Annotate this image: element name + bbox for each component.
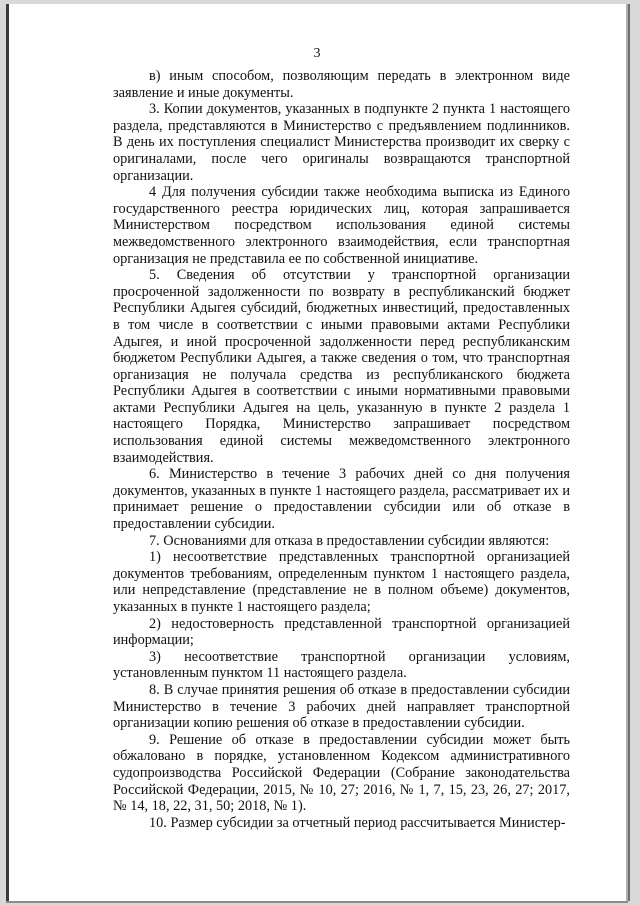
paragraph: 10. Размер субсидии за отчетный период рассчитывается Министер-	[149, 814, 566, 831]
paragraph: 5. Сведения об отсутствии у транспортной организации просроченной задолженности по возврату в республиканский бюджет Республики Адыгея субсидий, бюджетных инвестиций, предоставленных в том числе в соответствии с иными правовыми актами Республики Адыгея, и иной просроченной задолженности перед республиканским бюджетом Республики Адыгея, а также сведения о том, что транспортная организация не получала средства из республиканского бюджета Республики Адыгея в соответствии с иными нормативными правовыми актами Республики Адыгея на цель, указанную в пункте 2 раздела 1 настоящего Порядка, Министерство запрашивает посредством использования единой системы межведомственного электронного взаимодействия.	[113, 267, 570, 466]
paragraph: 8. В случае принятия решения об отказе в предоставлении субсидии Министерство в течение 3 рабочих дней направляет транспортной организации копию решения об отказе в предоставлении субсидии.	[113, 681, 570, 732]
paragraph: 6. Министерство в течение 3 рабочих дней со дня получения документов, указанных в пункте 1 настоящего раздела, рассматривает их и принимает решение о предоставлении субсидии или об отказе в предоставлении субсидии.	[113, 466, 570, 533]
paragraph: 9. Решение об отказе в предоставлении субсидии может быть обжаловано в порядке, установленном Кодексом административного судопроизводства Российской Федерации (Собрание законодательства Российской Федерации, 2015, № 10, 27; 2016, № 1, 7, 15, 23, 26, 27; 2017, № 14, 18, 22, 31, 50; 2018, № 1).	[113, 731, 570, 815]
paragraph: 2) недостоверность представленной транспортной организацией информации;	[113, 615, 570, 649]
paragraph: 7. Основаниями для отказа в предоставлении субсидии являются:	[149, 532, 550, 549]
document-page	[6, 4, 628, 901]
paragraph: 1) несоответствие представленных транспортной организацией документов требованиям, определенным пунктом 1 настоящего раздела, или непредставление (представление не в полном объеме) документов, указанных в пункте 1 настоящего раздела;	[113, 549, 570, 615]
paragraph: 3) несоответствие транспортной организации условиям, установленным пунктом 11 настоящего раздела.	[113, 648, 570, 682]
page-left-edge	[6, 4, 9, 901]
paragraph: 3. Копии документов, указанных в подпункте 2 пункта 1 настоящего раздела, представляются в Министерство с предъявлением подлинников. В день их поступления специалист Министерства производит их сверку с оригиналами, после чего оригиналы возвращаются транспортной организации.	[113, 101, 570, 184]
paragraph: в) иным способом, позволяющим передать в электронном виде заявление и иные документы.	[113, 68, 570, 101]
page-right-edge	[626, 4, 628, 901]
document-body	[113, 68, 570, 831]
page-number: 3	[313, 46, 321, 61]
paragraph: 4 Для получения субсидии также необходима выписка из Единого государственного реестра юридических лиц, которая запрашивается Министерством посредством использования единой системы межведомственного электронного взаимодействия, если транспортная организация не представила ее по собственной инициативе.	[113, 184, 570, 267]
